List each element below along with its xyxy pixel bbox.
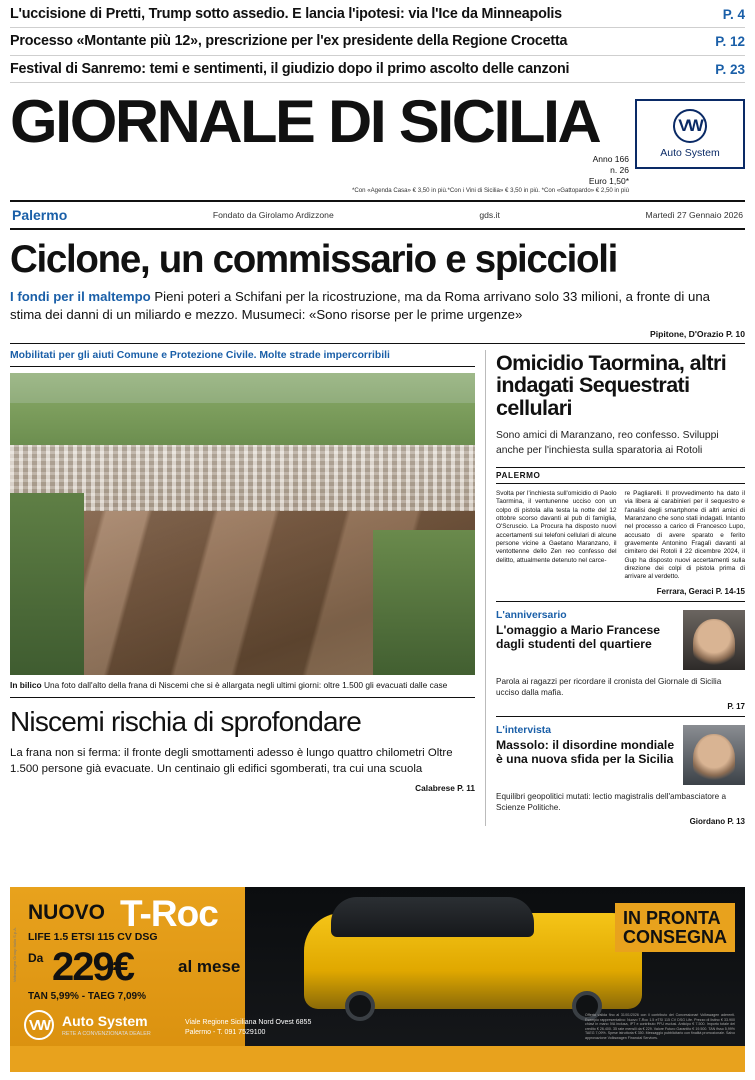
right-body-col-2: re Pagliarelli. Il provvedimento ha dato il via libera ai carabinieri per il sequestro e l'analisi degli smartphone di altri amici di Maranzano che sono stati indagati. Intanto nel processo a carico di Francesco Lupo, accusato di avere sparato e ferito gravemente Antonino Fragalì davanti al cimitero dei Rotoli il 22 dicembre 2024, il Gup ha disposto nuovi accertamenti sulla direzione dei colpi di pistola prima di arrivare al verdetto. bbox=[624, 490, 745, 581]
photo-vegetation-right bbox=[373, 530, 475, 675]
teaser-item[interactable] bbox=[10, 0, 745, 28]
masthead-ad-box[interactable] bbox=[635, 99, 745, 169]
ad-availability-badge: IN PRONTA CONSEGNA bbox=[615, 903, 735, 952]
masthead-edition-info bbox=[10, 154, 635, 194]
ad-dealer-subtitle: RETE A CONVENZIONATA DEALER bbox=[62, 1031, 151, 1037]
ad-bottom-strip bbox=[10, 1046, 745, 1072]
lead-byline: Pipitone, D'Orazio P. 10 bbox=[10, 329, 745, 344]
ad-da-label: Da bbox=[28, 951, 44, 965]
website-link[interactable]: gds.it bbox=[479, 210, 500, 221]
right-secondary-item[interactable] bbox=[496, 610, 745, 670]
ad-dealer-address bbox=[185, 1018, 311, 1038]
photo-caption-lead: In bilico bbox=[10, 679, 42, 690]
volkswagen-logo-icon: VW bbox=[673, 109, 707, 143]
masthead-fine-print: *Con «Agenda Casa» € 3,50 in più.*Con i Vini di Sicilia» € 3,50 in più. *Con «Gattopardo» € 2,50 in più bbox=[351, 187, 629, 195]
masthead bbox=[0, 83, 755, 194]
ad-car-image bbox=[304, 913, 642, 1009]
ad-tan-taeg: TAN 5,99% - TAEG 7,09% bbox=[28, 991, 146, 1002]
left-story-deck: La frana non si ferma: il fronte degli smottamenti adesso è lungo quattro chilometri Oltre 1.500 persone già evacuate. Un centinaio gli edifici sgomberati, tra cui una scuola bbox=[10, 747, 453, 776]
right-story-body bbox=[496, 490, 745, 582]
top-teasers bbox=[0, 0, 755, 83]
right-item-photo bbox=[683, 610, 745, 670]
landslide-photo bbox=[10, 373, 475, 675]
ad-car-wheel-front bbox=[345, 991, 375, 1021]
right-story-tag: PALERMO bbox=[496, 467, 745, 484]
ad-price: 229€ bbox=[52, 945, 133, 989]
right-item-kicker: L'anniversario bbox=[496, 609, 567, 621]
ad-model-name: T-Roc bbox=[120, 893, 218, 934]
ad-address-line: Viale Regione Siciliana Nord Ovest 6855 bbox=[185, 1018, 312, 1026]
lead-story bbox=[0, 230, 755, 343]
lead-deck bbox=[10, 288, 745, 323]
divider bbox=[496, 716, 745, 717]
volkswagen-logo-icon: VW bbox=[24, 1010, 54, 1040]
lead-headline[interactable]: Ciclone, un commissario e spiccioli bbox=[10, 238, 618, 282]
teaser-page: P. 12 bbox=[715, 34, 745, 50]
right-story-credit: Ferrara, Geraci P. 14-15 bbox=[496, 587, 745, 602]
info-bar bbox=[10, 200, 745, 230]
teaser-item[interactable] bbox=[10, 56, 745, 83]
teaser-item[interactable] bbox=[10, 28, 745, 55]
photo-caption bbox=[10, 675, 475, 698]
photo-vegetation-left bbox=[10, 493, 84, 674]
right-item-page: Giordano P. 13 bbox=[689, 816, 745, 826]
right-column bbox=[485, 350, 745, 826]
masthead-anno: Anno 166 bbox=[592, 154, 629, 165]
lead-deck-text: Pieni poteri a Schifani per la ricostruzione, ma da Roma arrivano solo 33 milioni, a fronte di una stima dei danni di un miliardo e mezzo. Musumeci: «Sono risorse per le prime urgenze» bbox=[10, 289, 710, 322]
bottom-advertisement[interactable] bbox=[10, 887, 745, 1072]
right-item-page: P. 17 bbox=[727, 701, 745, 711]
left-overline: Mobilitati per gli aiuti Comune e Protezione Civile. Molte strade impercorribili bbox=[10, 350, 475, 367]
ad-dealer-block bbox=[24, 1010, 151, 1040]
ad-dealer-name: Auto System bbox=[62, 1013, 148, 1029]
teaser-text: Processo «Montante più 12», prescrizione per l'ex presidente della Regione Crocetta bbox=[10, 33, 568, 50]
right-story-title[interactable]: Omicidio Taormina, altri indagati Sequestrati cellulari bbox=[496, 350, 727, 421]
left-story-credit: Calabrese P. 11 bbox=[415, 782, 475, 793]
right-item-photo bbox=[683, 725, 745, 785]
teaser-page: P. 23 bbox=[715, 61, 745, 77]
right-secondary-item[interactable] bbox=[496, 725, 745, 785]
photo-caption-text: Una foto dall'alto della frana di Niscemi che si è allargata negli ultimi giorni: oltre 1.500 gli evacuati dalle case bbox=[43, 679, 448, 690]
lead-kicker: I fondi per il maltempo bbox=[10, 289, 151, 305]
ad-legal-text: Offerta valida fino al 31/01/2026 con il contributo dei Concessionari Volkswagen aderenti. Esempio rappresentativo: Nuovo T-Roc 1.5 eTSI 115 CV DSG Life. Prezzo di listino € 33.900 chiavi in mano IVA inclusa, IPT e contributo PFU esclusi. Anticipo € 7.500. Importo totale del credito € 26.400. 35 rate mensili da € 229. Valore Futuro Garantito € 19.500. TAN fisso 5,99% TAEG 7,09%. Spese istruttoria € 350. Messaggio pubblicitario con finalità promozionale. Salvo approvazione Volkswagen Financial Services. bbox=[585, 1013, 735, 1040]
teaser-text: L'uccisione di Pretti, Trump sotto assedio. E lancia l'ipotesi: via l'Ice da Minneapolis bbox=[10, 6, 562, 22]
right-item-summary: Equilibri geopolitici mutati: lectio magistralis dell'ambasciatore a Scienze Politiche. bbox=[496, 791, 727, 812]
ad-trim-label: LIFE 1.5 ETSI 115 CV DSG bbox=[28, 931, 158, 943]
right-item-summary: Parola ai ragazzi per ricordare il cronista del Giornale di Sicilia ucciso dalla mafia. bbox=[496, 676, 722, 697]
teaser-text: Festival di Sanremo: temi e sentimenti, il giudizio dopo il primo ascolto delle canzoni bbox=[10, 60, 570, 77]
right-body-col-1: Svolta per l'inchiesta sull'omicidio di Paolo Taormina, il ventunenne ucciso con un colpo di pistola alla testa la notte del 12 ottobre scorso davanti al pub di famiglia, O'Scruscio. La Procura ha disposto nuovi accertamenti sui telefoni cellulari di alcune persone vicine a Gaetano Maranzano, il ventottenne dello Zen reo confesso del delitto, attualmente detenuto nel carce- bbox=[496, 490, 617, 564]
left-column bbox=[10, 350, 475, 826]
founder-line: Fondato da Girolamo Ardizzone bbox=[212, 210, 334, 221]
ad-nuovo-label: NUOVO bbox=[28, 901, 106, 924]
teaser-page: P. 4 bbox=[722, 6, 745, 22]
issue-date: Martedì 27 Gennaio 2026 bbox=[645, 210, 743, 221]
right-item-kicker: L'intervista bbox=[496, 724, 552, 736]
masthead-prezzo: Euro 1,50* bbox=[588, 175, 629, 186]
ad-side-note: Volkswagen Group Italia S.p.A. bbox=[12, 927, 17, 983]
right-story-deck: Sono amici di Maranzano, reo confesso. Sviluppi anche per l'inchiesta sulla sparatoria ai Rotoli bbox=[496, 429, 719, 456]
ad-phone-line: Palermo - T. 091 7529100 bbox=[185, 1028, 266, 1036]
newspaper-logo: GIORNALE DI SICILIA bbox=[10, 88, 600, 156]
left-story-title[interactable]: Niscemi rischia di sprofondare bbox=[10, 705, 362, 737]
edition-city: Palermo bbox=[12, 207, 68, 224]
right-item-headline: Massolo: il disordine mondiale è una nuova sfida per la Sicilia bbox=[496, 737, 675, 766]
right-item-headline: L'omaggio a Mario Francese dagli studenti del quartiere bbox=[496, 622, 661, 651]
content-columns bbox=[0, 350, 755, 826]
ad-period: al mese bbox=[178, 957, 241, 976]
masthead-ad-label: Auto System bbox=[660, 147, 720, 160]
masthead-numero: n. 26 bbox=[610, 164, 629, 175]
